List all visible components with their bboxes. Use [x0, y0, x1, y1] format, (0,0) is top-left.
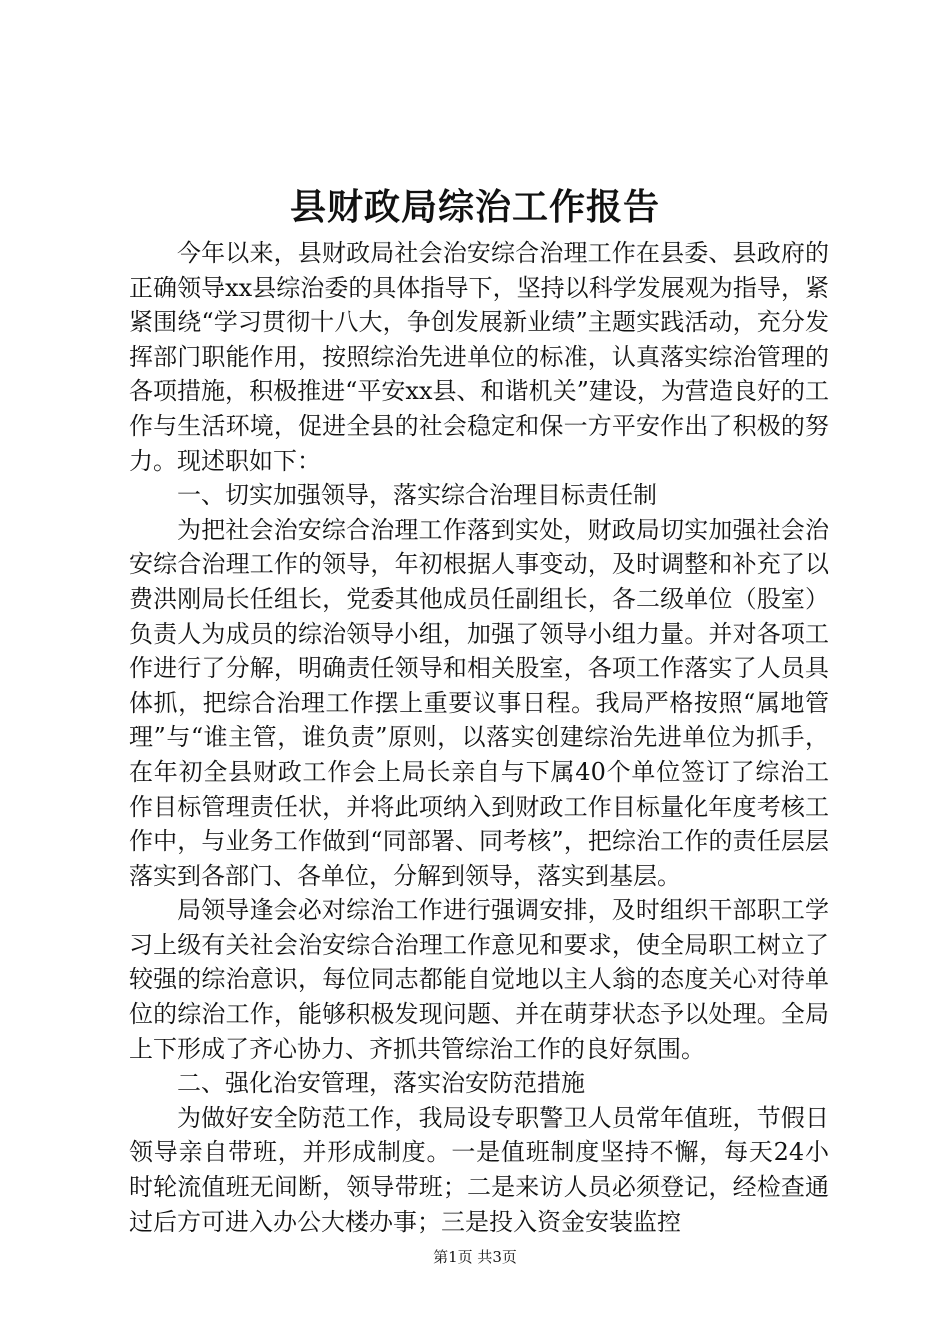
section-heading-1: 一、切实加强领导，落实综合治理目标责任制 — [177, 481, 657, 510]
page-footer: 第1页 共3页 — [433, 1248, 517, 1266]
document-body — [129, 236, 829, 1239]
document-title: 县财政局综治工作报告 — [289, 187, 660, 228]
paragraph-intro: 今年以来，县财政局社会治安综合治理工作在县委、县政府的正确领导xx县综治委的具体指导下，坚持以科学发展观为指导，紧紧围绕“学习贯彻十八大，争创发展新业绩”主题实践活动，充分发挥部门职能作用，按照综治先进单位的标准，认真落实综治管理的各项措施，积极推进“平安xx县、和谐机关”建设，为营造良好的工作与生活环境，促进全县的社会稳定和保一方平安作出了积极的努力。现述职如下： — [129, 239, 829, 475]
paragraph-section-2-a: 为做好安全防范工作，我局设专职警卫人员常年值班，节假日领导亲自带班，并形成制度。一是值班制度坚持不懈，每天24小时轮流值班无间断，领导带班；二是来访人员必须登记，经检查通过后方可进入办公大楼办事；三是投入资金安装监控 — [129, 1103, 829, 1236]
paragraph-section-1-a: 为把社会治安综合治理工作落到实处，财政局切实加强社会治安综合治理工作的领导，年初根据人事变动，及时调整和补充了以费洪刚局长任组长，党委其他成员任副组长，各二级单位（股室）负责人为成员的综治领导小组，加强了领导小组力量。并对各项工作进行了分解，明确责任领导和相关股室，各项工作落实了人员具体抓，把综合治理工作摆上重要议事日程。我局严格按照“属地管理”与“谁主管，谁负责”原则，以落实创建综治先进单位为抓手，在年初全县财政工作会上局长亲自与下属40个单位签订了综治工作目标管理责任状，并将此项纳入到财政工作目标量化年度考核工作中，与业务工作做到“同部署、同考核”，把综治工作的责任层层落实到各部门、各单位，分解到领导，落实到基层。 — [129, 515, 829, 890]
section-heading-2: 二、强化治安管理，落实治安防范措施 — [177, 1069, 585, 1098]
paragraph-section-1-b: 局领导逢会必对综治工作进行强调安排，及时组织干部职工学习上级有关社会治安综合治理工作意见和要求，使全局职工树立了较强的综治意识，每位同志都能自觉地以主人翁的态度关心对待单位的综治工作，能够积极发现问题、并在萌芽状态予以处理。全局上下形成了齐心协力、齐抓共管综治工作的良好氛围。 — [129, 896, 829, 1063]
